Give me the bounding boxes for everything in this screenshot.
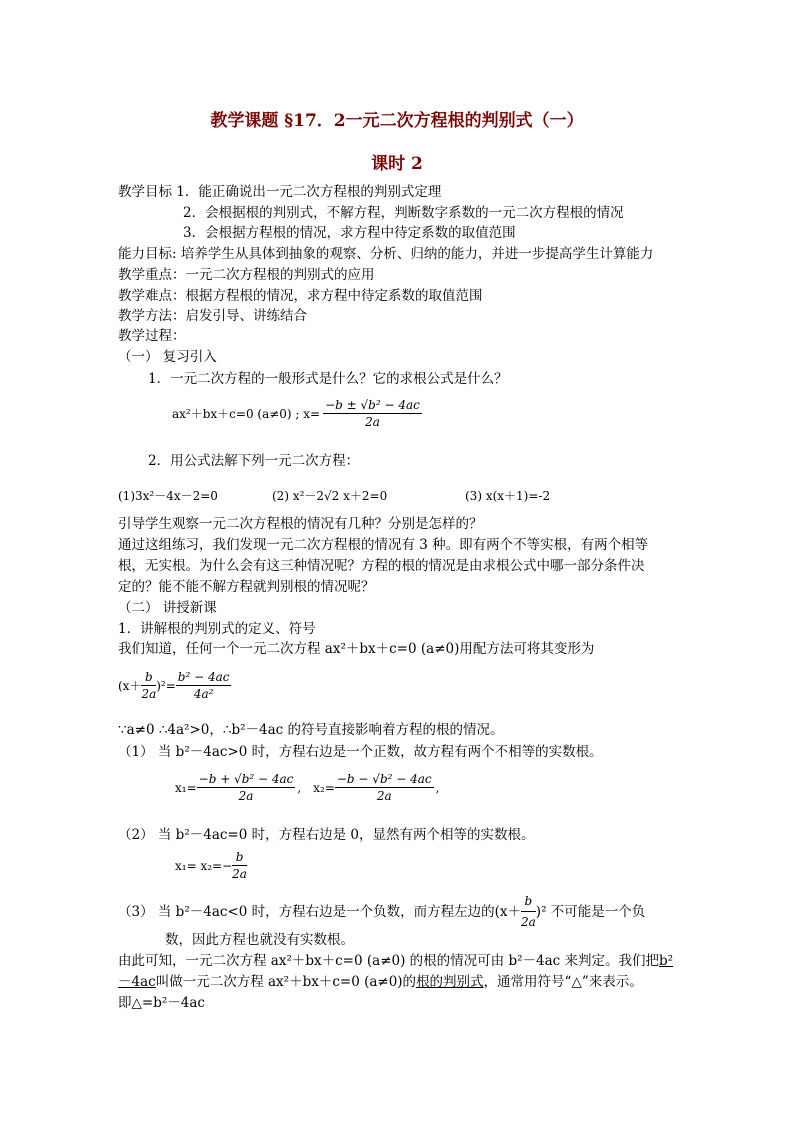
x2-label: x₂= [313,780,335,795]
b-over-2a-fraction [141,670,156,701]
lesson-title: 教学课题 §17．2一元二次方程根的判别式（一） [210,111,584,131]
discriminant-definition: 即△=b²－4ac [118,995,205,1011]
fraction-numerator: b [232,850,247,866]
conclusion-line-2 [118,973,643,991]
root-formula-fraction [323,398,422,429]
exercise-1: (1)3x²－4x－2=0 [118,489,218,503]
discriminant-over-4a2-fraction [176,670,232,701]
fraction-denominator: 2a [376,789,392,803]
x1-fraction [197,772,296,803]
objective-1: 1．能正确说出一元二次方程根的判别式定理 [176,184,442,200]
lhs-open: (x＋ [118,679,142,693]
conclusion-text: 由此可知，一元二次方程 ax²＋bx＋c=0 (a≠0) 的根的情况可由 b²－4ac 来判定。我们把 [118,953,659,969]
review-question-2: 2．用公式法解下列一元二次方程： [148,453,360,469]
completed-square-equation [118,670,231,701]
equal-roots-label: x₁= x₂=− [175,858,233,873]
case-3-text-a: （3） 当 b²－4ac<0 时，方程右边是一个负数，而方程左边的(x＋ [118,903,521,920]
b-over-2a-fraction [232,850,247,881]
root-formula-numerator: −b ± √b² − 4ac [325,398,420,412]
fraction-numerator: −b − √b² − 4ac [336,772,432,786]
objectives-label: 教学目标 [118,184,172,200]
fraction-numerator: −b + √b² − 4ac [198,772,294,786]
case-2: （2） 当 b²－4ac=0 时，方程右边是 0，显然有两个相等的实数根。 [118,827,535,843]
b-over-2a-fraction [521,892,536,931]
discussion-line-1: 通过这组练习，我们发现一元二次方程根的情况有 3 种。即有两个不等实根，有两个相等 [118,537,649,553]
discriminant-name-underlined: 根的判别式 [416,974,484,990]
x1-label: x₁= [175,780,197,795]
fraction-numerator: b [141,670,156,686]
equal-roots-formula [175,850,247,881]
discussion-line-3: 定的？能不能不解方程就判别根的情况呢？ [118,579,375,595]
process-label: 教学过程： [118,328,186,344]
difficulty: 教学难点：根据方程根的情况，求方程中待定系数的取值范围 [118,288,483,304]
fraction-numerator: b [521,892,536,912]
case-3-text-b: )² 不可能是一个负 [535,903,646,920]
discussion-line-2: 根，无实根。为什么会有这三种情况呢？方程的根的情况是由求根公式中哪一部分条件决 [118,558,645,574]
ability-objective: 能力目标: 培养学生从具体到抽象的观察、分析、归纳的能力，并进一步提高学生计算能力 [118,246,654,262]
discussion-question: 引导学生观察一元二次方程根的情况有几种？分别是怎样的？ [118,516,483,532]
fraction-denominator: 4a² [193,687,214,701]
conclusion-text: 叫做一元二次方程 ax²＋bx＋c=0 (a≠0)的 [155,974,417,990]
case-1: （1） 当 b²－4ac>0 时，方程右边是一个正数，故方程有两个不相等的实数根。 [118,744,603,760]
lecture-heading: （二） 讲授新课 [118,600,217,616]
two-roots-formula: x₁= $\frac{\text{−b + √b² − 4ac}}{2a}$ , x₂= $\frac{\text{−b − √b² − 4ac}}{2a}$ , [175,772,440,803]
teaching-method: 教学方法：启发引导、讲练结合 [118,308,307,324]
key-point: 教学重点：一元二次方程根的判别式的应用 [118,267,375,283]
discriminant-term-underlined: b² [658,953,674,969]
conclusion-line-1 [118,952,673,970]
fraction-denominator: 2a [141,687,157,701]
lhs-close: )²= [156,678,176,693]
completing-square-intro: 我们知道，任何一个一元二次方程 ax²＋bx＋c=0 (a≠0)用配方法可将其变形为 [118,641,595,657]
general-form: ax²＋bx＋c=0 (a≠0) ; x= [172,407,321,421]
exercise-2: (2) x²－2√2 x＋2=0 [272,489,388,503]
fraction-denominator: 2a [521,915,536,929]
x2-fraction [335,772,434,803]
lecture-subheading: 1．讲解根的判别式的定义、符号 [118,621,316,637]
fraction-denominator: 2a [232,867,247,881]
exercise-3: (3) x(x＋1)=-2 [465,489,551,503]
conclusion-text: ，通常用符号“△”来表示。 [483,974,643,990]
fraction-numerator: b² − 4ac [177,670,230,684]
case-3 [118,892,645,931]
quadratic-formula [172,398,422,429]
period-label: 课时 2 [371,154,423,174]
case-3-continuation: 数，因此方程也就没有实数根。 [165,932,354,948]
root-formula-denominator: 2a [365,415,380,429]
fraction-denominator: 2a [238,789,254,803]
review-question-1: 1．一元二次方程的一般形式是什么？它的求根公式是什么？ [148,371,508,387]
objective-2: 2．会根据根的判别式，不解方程，判断数字系数的一元二次方程根的情况 [183,205,624,221]
discriminant-term-underlined: －4ac [118,974,156,990]
because-statement: ∵a≠0 ∴4a²>0，∴b²－4ac 的符号直接影响着方程的根的情况。 [118,722,504,738]
review-heading: （一） 复习引入 [118,349,217,365]
objective-3: 3．会根据方程根的情况，求方程中待定系数的取值范围 [183,225,516,241]
objectives-line [118,183,441,201]
